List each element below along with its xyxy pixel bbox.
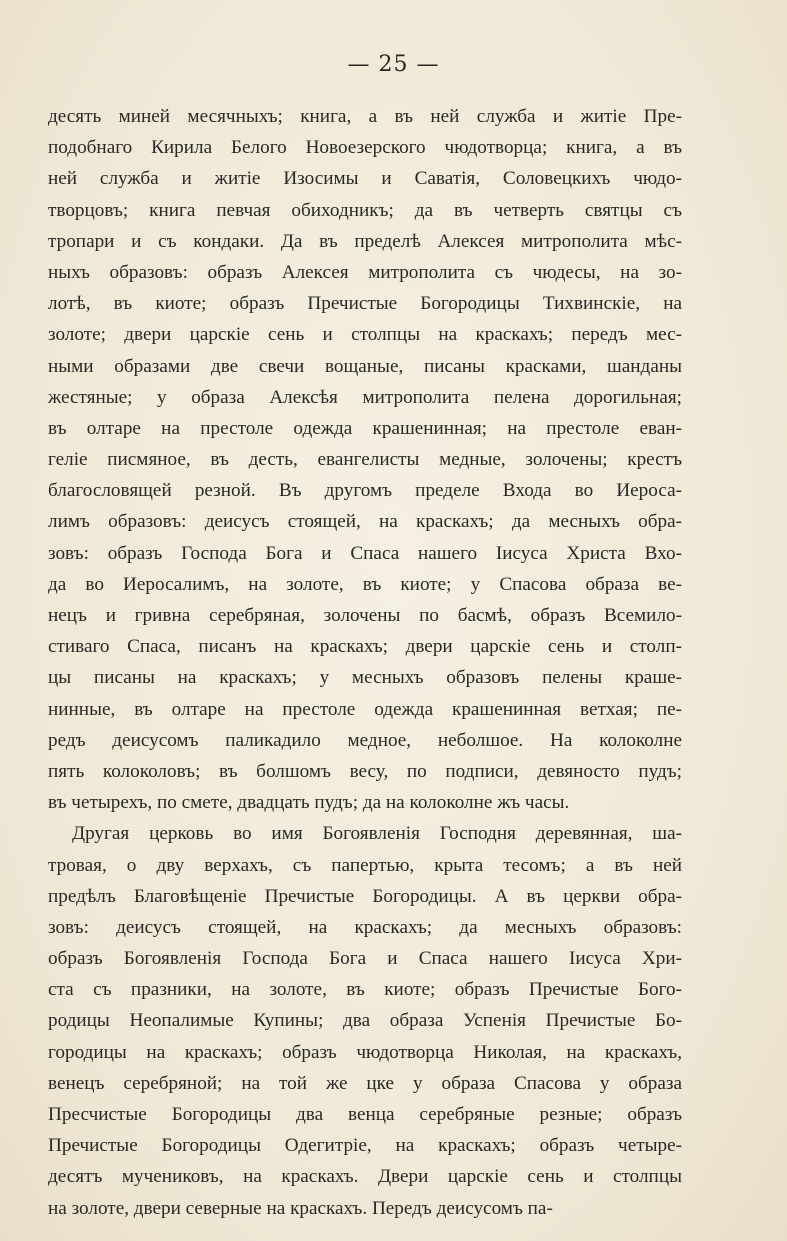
- text-line: золоте; двери царскіе сень и столпцы на краскахъ; передъ мес-: [48, 324, 682, 346]
- text-line: цы писаны на краскахъ; у месныхъ образовъ пелены краше-: [48, 667, 682, 689]
- text-line: ныхъ образовъ: образъ Алексея митрополита съ чюдесы, на зо-: [48, 261, 682, 283]
- text-line: Пречистые Богородицы Одегитріе, на краскахъ; образъ четыре-: [48, 1135, 682, 1157]
- text-line: родицы Неопалимые Купины; два образа Успенія Пречистые Бо-: [48, 1010, 682, 1032]
- text-line: тропари и съ кондаки. Да въ пределѣ Алексея митрополита мѣс-: [48, 230, 682, 252]
- text-line: десятъ мучениковъ, на краскахъ. Двери царскіе сень и столпцы: [48, 1166, 682, 1188]
- text-line: пять колоколовъ; въ болшомъ весу, по подписи, девяносто пудъ;: [48, 760, 682, 782]
- text-line: благословящей резной. Въ другомъ пределе Входа во Иероса-: [48, 480, 682, 502]
- text-line: геліе писмяное, въ десть, евангелисты медные, золочены; крестъ: [48, 449, 682, 471]
- text-line: редъ деисусомъ паликадило медное, неболшое. На колоколне: [48, 729, 682, 751]
- text-line: подобнаго Кирила Белого Новоезерского чюдотворца; книга, а въ: [48, 137, 682, 159]
- text-line: десять миней месячныхъ; книга, а въ ней служба и житіе Пре-: [48, 106, 682, 127]
- text-line: ней служба и житіе Изосимы и Саватія, Соловецкихъ чюдо-: [48, 168, 682, 190]
- body-text: [48, 101, 682, 1224]
- text-line: нецъ и гривна серебряная, золочены по басмѣ, образъ Всемило-: [48, 605, 682, 626]
- text-line: предѣлъ Благовѣщеніе Пречистые Богородицы. А въ церкви обра-: [48, 885, 682, 907]
- text-line: образъ Богоявленія Господа Бога и Спаса нашего Іисуса Хри-: [48, 948, 682, 970]
- text-line: венецъ серебряной; на той же цке у образа Спасова у образа: [48, 1072, 682, 1094]
- text-line: на золоте, двери северные на краскахъ. Передъ деисусомъ па-: [48, 1197, 553, 1219]
- text-line: творцовъ; книга певчая обиходникъ; да въ четверть святцы съ: [48, 199, 682, 221]
- text-line: стиваго Спаса, писанъ на краскахъ; двери царскіе сень и столп-: [48, 636, 682, 658]
- text-line: да во Иеросалимъ, на золоте, въ киоте; у Спасова образа ве-: [48, 573, 682, 595]
- text-line: ными образами две свечи вощаные, писаны красками, шанданы: [48, 355, 682, 377]
- text-line: ста съ празники, на золоте, въ киоте; образъ Пречистые Бого-: [48, 979, 682, 1001]
- text-line: Другая церковь во имя Богоявленія Господня деревянная, ша-: [72, 823, 682, 845]
- text-line: жестяные; у образа Алексѣя митрополита пелена дорогильная;: [48, 386, 682, 408]
- text-line: зовъ: деисусъ стоящей, на краскахъ; да месныхъ образовъ:: [48, 916, 682, 938]
- text-line: въ олтаре на престоле одежда крашенинная; на престоле еван-: [48, 417, 682, 439]
- text-line: нинные, въ олтаре на престоле одежда крашенинная ветхая; пе-: [48, 698, 682, 720]
- text-line: зовъ: образъ Господа Бога и Спаса нашего Іисуса Христа Вхо-: [48, 542, 682, 564]
- text-line: тровая, о дву верхахъ, съ папертью, крыта тесомъ; а въ ней: [48, 854, 682, 876]
- page-number: — 25 —: [347, 52, 440, 77]
- text-line: въ четырехъ, по смете, двадцать пудъ; да на колоколне жъ часы.: [48, 792, 570, 814]
- text-line: лимъ образовъ: деисусъ стоящей, на краскахъ; да месныхъ обра-: [48, 511, 682, 533]
- text-line: лотѣ, въ киоте; образъ Пречистые Богородицы Тихвинскіе, на: [48, 293, 682, 315]
- text-line: Пресчистые Богородицы два венца серебряные резные; образъ: [48, 1104, 682, 1125]
- text-line: городицы на краскахъ; образъ чюдотворца Николая, на краскахъ,: [48, 1041, 682, 1063]
